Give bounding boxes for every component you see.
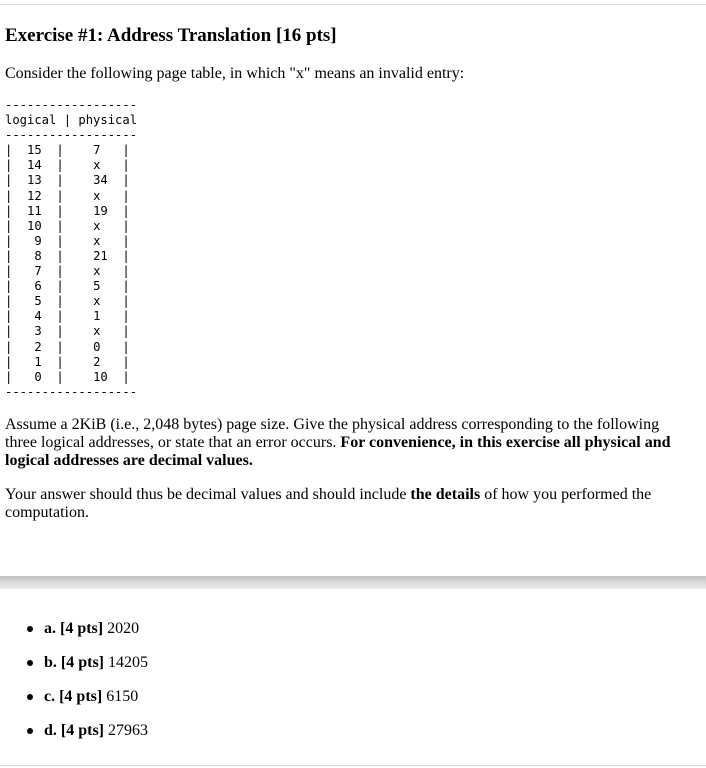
question-label: c. [4 pts]: [44, 688, 103, 705]
assumption-text: Assume a 2KiB (i.e., 2,048 bytes) page size. Give the physical address corresponding to the following three logical addresses, or state that an error occurs.: [5, 416, 660, 451]
question-address: 14205: [108, 654, 149, 671]
bullet-icon: [27, 626, 33, 632]
physical-frame-cell: x: [78, 324, 123, 339]
question-item-b: [0, 654, 148, 688]
table-row: | 7 | x |: [5, 264, 130, 279]
table-row: | 8 | 21 |: [5, 248, 130, 263]
question-label: d. [4 pts]: [44, 722, 105, 739]
question-list: [0, 620, 148, 756]
table-rule-bottom: ------------------: [5, 384, 138, 399]
intro-text: Consider the following page table, in which "x" means an invalid entry:: [5, 65, 465, 82]
answer-text-after: of how you performed the computation.: [5, 486, 652, 521]
table-row: | 11 | 19 |: [5, 203, 130, 218]
question-item-d: [0, 722, 148, 756]
logical-page-cell: 12: [19, 188, 57, 203]
table-row: | 15 | 7 |: [5, 143, 130, 158]
table-row: | 14 | x |: [5, 158, 130, 173]
question-address: 27963: [108, 722, 149, 739]
logical-page-cell: 7: [19, 264, 57, 279]
physical-frame-cell: 0: [78, 339, 123, 354]
assumption-bold-note: For convenience, in this exercise all physical and logical addresses are decimal values.: [5, 434, 671, 469]
logical-page-cell: 3: [19, 324, 57, 339]
bullet-icon: [27, 694, 33, 700]
logical-page-cell: 13: [19, 173, 57, 188]
table-row: | 0 | 10 |: [5, 369, 130, 384]
logical-page-cell: 11: [19, 203, 57, 218]
table-row: | 4 | 1 |: [5, 309, 130, 324]
answer-bold-details: the details: [410, 486, 481, 503]
table-row: | 12 | x |: [5, 188, 130, 203]
bullet-icon: [27, 728, 33, 734]
physical-frame-cell: 19: [78, 203, 123, 218]
physical-frame-cell: x: [78, 264, 123, 279]
physical-frame-cell: 7: [78, 143, 123, 158]
bullet-icon: [27, 660, 33, 666]
logical-page-cell: 4: [19, 309, 57, 324]
question-address: 2020: [107, 620, 140, 637]
table-row: | 13 | 34 |: [5, 173, 130, 188]
section-separator: [0, 576, 706, 589]
question-item-a: [0, 620, 148, 654]
table-row: | 1 | 2 |: [5, 354, 130, 369]
question-item-c: [0, 688, 148, 722]
table-row: | 2 | 0 |: [5, 339, 130, 354]
question-label: a. [4 pts]: [44, 620, 104, 637]
answer-text-before: Your answer should thus be decimal values and should include: [5, 486, 411, 503]
assumption-paragraph: [5, 416, 695, 470]
logical-page-cell: 5: [19, 294, 57, 309]
physical-frame-cell: x: [78, 188, 123, 203]
table-row: | 10 | x |: [5, 218, 130, 233]
answer-instructions: [5, 486, 695, 522]
physical-frame-cell: 1: [78, 309, 123, 324]
logical-page-cell: 2: [19, 339, 57, 354]
logical-page-cell: 1: [19, 354, 57, 369]
physical-frame-cell: x: [78, 233, 123, 248]
physical-frame-cell: x: [78, 294, 123, 309]
question-address: 6150: [106, 688, 139, 705]
bottom-divider: [0, 765, 706, 766]
page-table: [5, 98, 137, 400]
table-row: | 9 | x |: [5, 233, 130, 248]
table-row: | 5 | x |: [5, 294, 130, 309]
logical-page-cell: 14: [19, 158, 57, 173]
logical-page-cell: 8: [19, 248, 57, 263]
top-divider: [0, 4, 706, 5]
physical-frame-cell: 21: [78, 248, 123, 263]
table-rule-top: ------------------: [5, 98, 138, 112]
logical-page-cell: 15: [19, 143, 57, 158]
exercise-title: Exercise #1: Address Translation [16 pts]: [5, 25, 337, 46]
table-rule-mid: ------------------: [5, 128, 138, 143]
table-rows: [5, 143, 130, 383]
physical-frame-cell: 34: [78, 173, 123, 188]
physical-frame-cell: 2: [78, 354, 123, 369]
logical-page-cell: 6: [19, 279, 57, 294]
logical-page-cell: 10: [19, 218, 57, 233]
table-row: | 6 | 5 |: [5, 279, 130, 294]
physical-frame-cell: x: [78, 158, 123, 173]
table-header: logical | physical: [5, 113, 138, 128]
logical-page-cell: 9: [19, 233, 57, 248]
physical-frame-cell: x: [78, 218, 123, 233]
physical-frame-cell: 10: [78, 369, 123, 384]
physical-frame-cell: 5: [78, 279, 123, 294]
question-label: b. [4 pts]: [44, 654, 105, 671]
table-row: | 3 | x |: [5, 324, 130, 339]
logical-page-cell: 0: [19, 369, 57, 384]
